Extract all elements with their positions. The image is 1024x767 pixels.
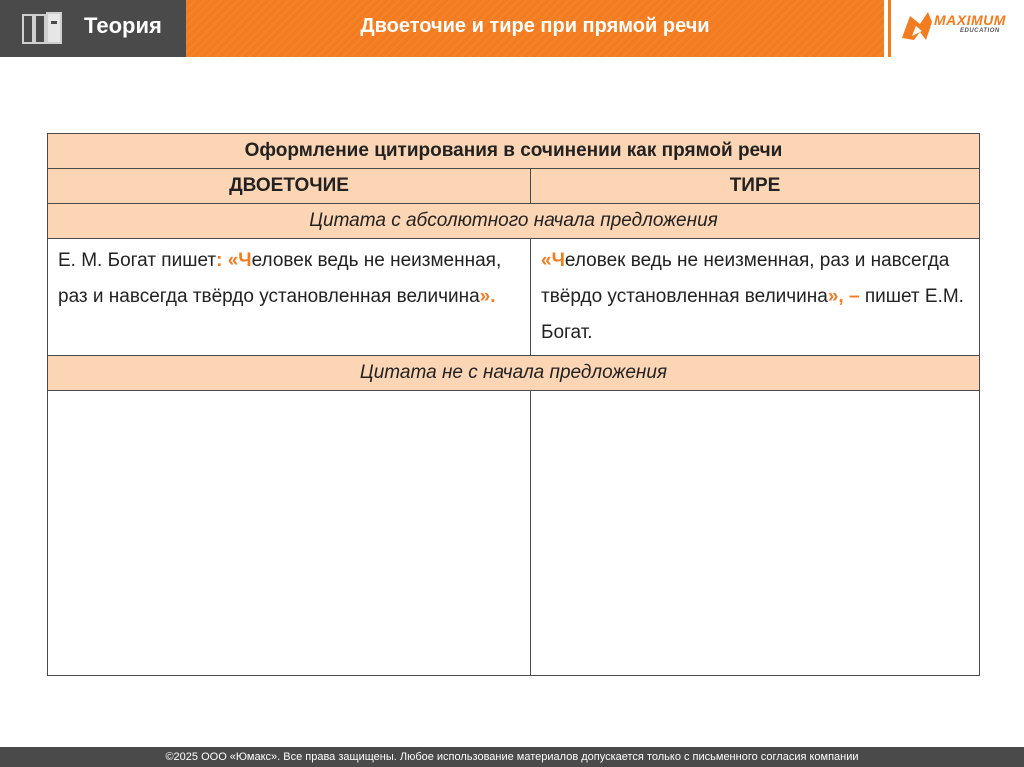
footer-copyright: ©2025 ООО «Юмакс». Все права защищены. Любое использование материалов допускается только с письменного согласия компании	[0, 747, 1024, 767]
example-dash-tail: пишет Е.М. Богат.	[541, 286, 964, 343]
column-header-dash: ТИРЕ	[531, 169, 980, 204]
open-quote-mark: «Ч	[227, 250, 252, 271]
close-quote-mark: ».	[479, 286, 496, 307]
header-divider-accent	[888, 0, 891, 57]
section-label: Теория	[84, 13, 162, 38]
open-quote-mark: «Ч	[541, 250, 565, 271]
citation-table	[47, 133, 980, 676]
example-dash-body: еловек ведь не неизменная, раз и навсегда твёрдо установленная величина	[541, 250, 950, 307]
section-heading-not-start: Цитата не с начала предложения	[48, 356, 980, 391]
books-icon	[22, 12, 64, 45]
logo-text: MAXIMUM	[934, 12, 1006, 28]
example-colon-body: еловек ведь не неизменная, раз и навсегда твёрдо установленная величина	[58, 250, 502, 307]
colon-mark: :	[216, 250, 223, 271]
close-quote-dash-mark: », –	[827, 286, 860, 307]
empty-dash-cell	[531, 391, 980, 676]
example-colon-cell	[48, 239, 531, 356]
example-dash-cell	[531, 239, 980, 356]
logo-subtext: EDUCATION	[960, 28, 1000, 34]
column-header-colon: ДВОЕТОЧИЕ	[48, 169, 531, 204]
example-colon-lead: Е. М. Богат пишет	[58, 250, 217, 271]
page-title: Двоеточие и тире при прямой речи	[360, 15, 710, 37]
empty-colon-cell	[48, 391, 531, 676]
table-title: Оформление цитирования в сочинении как прямой речи	[48, 134, 980, 169]
section-heading-absolute-start: Цитата с абсолютного начала предложения	[48, 204, 980, 239]
header-bar	[0, 0, 1024, 57]
